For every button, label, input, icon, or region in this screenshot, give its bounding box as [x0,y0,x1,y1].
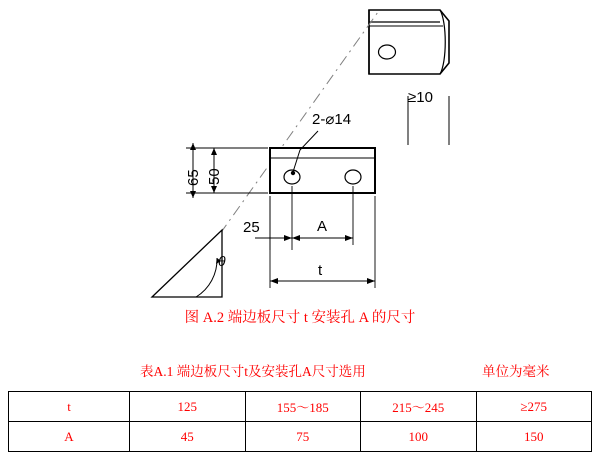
dim-t [270,196,375,288]
upper-plate-view [369,10,449,74]
edge-min-label: ≥10 [408,89,433,106]
dim-50-label: 50 [206,168,223,185]
table-unit-note: 单位为毫米 [482,364,550,379]
cell-a-1: 45 [130,422,246,452]
hole-spec-label: 2-⌀14 [312,111,352,128]
dim-A [292,186,353,245]
cell-a-4: 150 [476,422,592,452]
row-header-a: A [9,422,130,452]
dimension-table [8,391,592,452]
dim-65-label: 65 [185,169,202,186]
cell-t-4: ≥275 [476,392,592,422]
dim-25 [255,186,292,250]
table-row [9,422,592,452]
cell-t-2: 155～185 [245,392,361,422]
dim-A-label: A [317,218,328,235]
dim-t-label: t [318,262,323,279]
cell-a-3: 100 [361,422,477,452]
angle-wedge [152,230,222,297]
main-plate-view [270,148,375,193]
dim-25-label: 25 [243,219,260,236]
table-row [9,392,592,422]
cell-t-1: 125 [130,392,246,422]
figure-caption: 图 A.2 端边板尺寸 t 安装孔 A 的尺寸 [184,310,416,326]
row-header-t: t [9,392,130,422]
table-title: 表A.1 端边板尺寸t及安装孔A尺寸选用 [140,364,366,379]
angle-theta-label: θ [218,253,226,269]
cell-t-3: 215～245 [361,392,477,422]
cell-a-2: 75 [245,422,361,452]
